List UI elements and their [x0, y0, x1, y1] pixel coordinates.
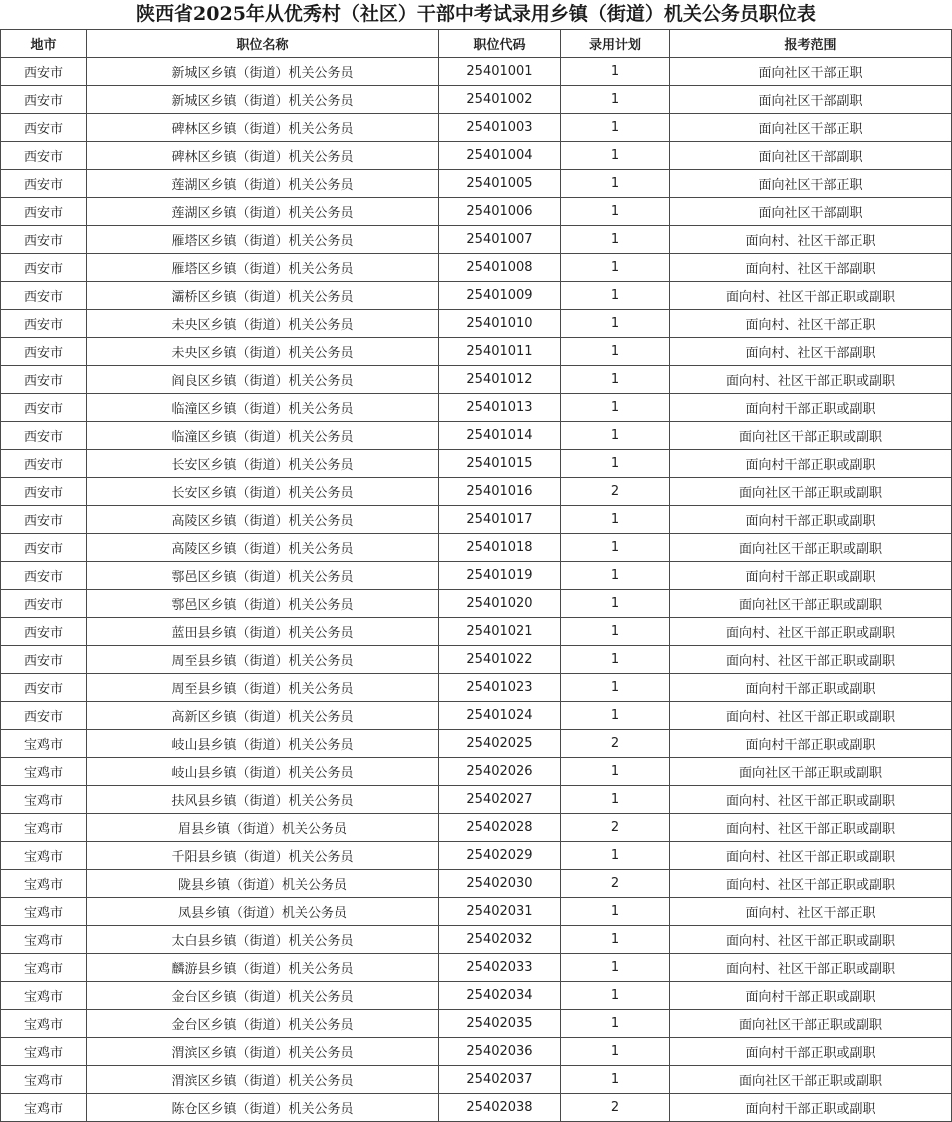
cell-application-scope: 面向村、社区干部正职或副职 [670, 786, 952, 814]
cell-hiring-plan: 1 [561, 114, 670, 142]
table-row [1, 674, 952, 702]
table-row [1, 926, 952, 954]
cell-hiring-plan: 1 [561, 506, 670, 534]
cell-position-name: 莲湖区乡镇（街道）机关公务员 [87, 198, 439, 226]
cell-hiring-plan: 2 [561, 814, 670, 842]
cell-hiring-plan: 1 [561, 562, 670, 590]
table-row [1, 842, 952, 870]
cell-position-name: 渭滨区乡镇（街道）机关公务员 [87, 1038, 439, 1066]
table-row [1, 114, 952, 142]
cell-position-code: 25402034 [439, 982, 561, 1010]
table-body [1, 58, 952, 1122]
cell-city: 西安市 [1, 562, 87, 590]
cell-city: 宝鸡市 [1, 1038, 87, 1066]
table-row [1, 58, 952, 86]
cell-position-name: 渭滨区乡镇（街道）机关公务员 [87, 1066, 439, 1094]
cell-city: 西安市 [1, 338, 87, 366]
cell-city: 西安市 [1, 590, 87, 618]
cell-city: 西安市 [1, 254, 87, 282]
table-row [1, 254, 952, 282]
cell-hiring-plan: 1 [561, 366, 670, 394]
cell-city: 西安市 [1, 422, 87, 450]
cell-position-name: 鄠邑区乡镇（街道）机关公务员 [87, 590, 439, 618]
cell-application-scope: 面向村、社区干部副职 [670, 338, 952, 366]
cell-position-code: 25401018 [439, 534, 561, 562]
cell-position-name: 太白县乡镇（街道）机关公务员 [87, 926, 439, 954]
cell-city: 西安市 [1, 478, 87, 506]
cell-city: 西安市 [1, 394, 87, 422]
cell-position-name: 凤县乡镇（街道）机关公务员 [87, 898, 439, 926]
cell-hiring-plan: 2 [561, 730, 670, 758]
cell-position-code: 25401002 [439, 86, 561, 114]
cell-city: 西安市 [1, 114, 87, 142]
cell-position-code: 25401004 [439, 142, 561, 170]
cell-position-code: 25401003 [439, 114, 561, 142]
cell-city: 宝鸡市 [1, 842, 87, 870]
cell-position-code: 25401009 [439, 282, 561, 310]
cell-application-scope: 面向社区干部正职 [670, 170, 952, 198]
table-row [1, 534, 952, 562]
cell-hiring-plan: 1 [561, 142, 670, 170]
cell-application-scope: 面向社区干部正职或副职 [670, 1066, 952, 1094]
table-row [1, 170, 952, 198]
cell-hiring-plan: 1 [561, 702, 670, 730]
cell-hiring-plan: 1 [561, 758, 670, 786]
cell-position-name: 阎良区乡镇（街道）机关公务员 [87, 366, 439, 394]
cell-position-name: 周至县乡镇（街道）机关公务员 [87, 646, 439, 674]
cell-city: 西安市 [1, 674, 87, 702]
table-row [1, 506, 952, 534]
table-row [1, 758, 952, 786]
cell-city: 西安市 [1, 282, 87, 310]
cell-position-code: 25402027 [439, 786, 561, 814]
cell-hiring-plan: 1 [561, 982, 670, 1010]
cell-position-code: 25402033 [439, 954, 561, 982]
cell-city: 宝鸡市 [1, 954, 87, 982]
table-row [1, 1066, 952, 1094]
cell-city: 西安市 [1, 450, 87, 478]
cell-position-code: 25401014 [439, 422, 561, 450]
cell-city: 宝鸡市 [1, 758, 87, 786]
cell-position-name: 碑林区乡镇（街道）机关公务员 [87, 142, 439, 170]
cell-position-code: 25401019 [439, 562, 561, 590]
table-row [1, 730, 952, 758]
cell-position-name: 陇县乡镇（街道）机关公务员 [87, 870, 439, 898]
cell-position-name: 雁塔区乡镇（街道）机关公务员 [87, 254, 439, 282]
cell-position-name: 长安区乡镇（街道）机关公务员 [87, 450, 439, 478]
cell-position-name: 高陵区乡镇（街道）机关公务员 [87, 506, 439, 534]
cell-position-code: 25401015 [439, 450, 561, 478]
cell-position-name: 眉县乡镇（街道）机关公务员 [87, 814, 439, 842]
table-row [1, 142, 952, 170]
cell-position-code: 25401016 [439, 478, 561, 506]
table-row [1, 814, 952, 842]
cell-position-name: 陈仓区乡镇（街道）机关公务员 [87, 1094, 439, 1122]
cell-position-code: 25401006 [439, 198, 561, 226]
cell-position-code: 25401005 [439, 170, 561, 198]
cell-hiring-plan: 1 [561, 422, 670, 450]
cell-position-name: 麟游县乡镇（街道）机关公务员 [87, 954, 439, 982]
cell-hiring-plan: 1 [561, 226, 670, 254]
cell-hiring-plan: 1 [561, 254, 670, 282]
cell-position-code: 25402028 [439, 814, 561, 842]
cell-city: 宝鸡市 [1, 870, 87, 898]
cell-position-code: 25401010 [439, 310, 561, 338]
cell-position-code: 25402036 [439, 1038, 561, 1066]
cell-city: 宝鸡市 [1, 730, 87, 758]
cell-position-code: 25401024 [439, 702, 561, 730]
cell-position-name: 未央区乡镇（街道）机关公务员 [87, 310, 439, 338]
cell-application-scope: 面向村干部正职或副职 [670, 730, 952, 758]
cell-city: 宝鸡市 [1, 1066, 87, 1094]
cell-hiring-plan: 1 [561, 786, 670, 814]
table-row [1, 310, 952, 338]
cell-application-scope: 面向村、社区干部正职或副职 [670, 618, 952, 646]
cell-position-name: 金台区乡镇（街道）机关公务员 [87, 982, 439, 1010]
cell-city: 西安市 [1, 198, 87, 226]
table-row [1, 394, 952, 422]
cell-position-name: 长安区乡镇（街道）机关公务员 [87, 478, 439, 506]
table-row [1, 618, 952, 646]
cell-city: 宝鸡市 [1, 926, 87, 954]
header-application-scope: 报考范围 [670, 30, 952, 58]
header-position-code: 职位代码 [439, 30, 561, 58]
cell-city: 宝鸡市 [1, 786, 87, 814]
table-header-row [1, 30, 952, 58]
page-title: 陕西省2025年从优秀村（社区）干部中考试录用乡镇（街道）机关公务员职位表 [136, 3, 816, 25]
cell-position-name: 高新区乡镇（街道）机关公务员 [87, 702, 439, 730]
table-row [1, 86, 952, 114]
cell-application-scope: 面向村、社区干部正职 [670, 226, 952, 254]
cell-position-code: 25402031 [439, 898, 561, 926]
table-row [1, 282, 952, 310]
cell-city: 宝鸡市 [1, 814, 87, 842]
cell-application-scope: 面向村、社区干部正职或副职 [670, 814, 952, 842]
cell-hiring-plan: 1 [561, 674, 670, 702]
cell-hiring-plan: 1 [561, 170, 670, 198]
cell-hiring-plan: 1 [561, 310, 670, 338]
table-row [1, 982, 952, 1010]
cell-hiring-plan: 1 [561, 1066, 670, 1094]
cell-application-scope: 面向村干部正职或副职 [670, 674, 952, 702]
cell-hiring-plan: 1 [561, 1038, 670, 1066]
header-hiring-plan: 录用计划 [561, 30, 670, 58]
table-row [1, 1010, 952, 1038]
cell-application-scope: 面向村、社区干部正职或副职 [670, 842, 952, 870]
cell-position-name: 鄠邑区乡镇（街道）机关公务员 [87, 562, 439, 590]
cell-city: 西安市 [1, 310, 87, 338]
cell-city: 西安市 [1, 86, 87, 114]
cell-application-scope: 面向村、社区干部正职或副职 [670, 870, 952, 898]
cell-position-name: 岐山县乡镇（街道）机关公务员 [87, 730, 439, 758]
cell-city: 西安市 [1, 506, 87, 534]
cell-city: 宝鸡市 [1, 898, 87, 926]
table-row [1, 870, 952, 898]
cell-application-scope: 面向村、社区干部正职或副职 [670, 954, 952, 982]
cell-position-code: 25401001 [439, 58, 561, 86]
cell-position-code: 25401021 [439, 618, 561, 646]
cell-hiring-plan: 1 [561, 926, 670, 954]
cell-hiring-plan: 1 [561, 646, 670, 674]
cell-position-name: 周至县乡镇（街道）机关公务员 [87, 674, 439, 702]
cell-application-scope: 面向村、社区干部副职 [670, 254, 952, 282]
cell-application-scope: 面向村干部正职或副职 [670, 394, 952, 422]
cell-position-code: 25402038 [439, 1094, 561, 1122]
cell-hiring-plan: 1 [561, 898, 670, 926]
cell-position-code: 25402037 [439, 1066, 561, 1094]
cell-application-scope: 面向村、社区干部正职或副职 [670, 926, 952, 954]
cell-position-name: 莲湖区乡镇（街道）机关公务员 [87, 170, 439, 198]
cell-position-name: 未央区乡镇（街道）机关公务员 [87, 338, 439, 366]
cell-position-code: 25402025 [439, 730, 561, 758]
cell-application-scope: 面向村、社区干部正职或副职 [670, 366, 952, 394]
table-row [1, 1094, 952, 1122]
cell-application-scope: 面向社区干部正职或副职 [670, 590, 952, 618]
cell-hiring-plan: 1 [561, 394, 670, 422]
cell-city: 宝鸡市 [1, 1010, 87, 1038]
table-row [1, 562, 952, 590]
cell-position-code: 25402026 [439, 758, 561, 786]
cell-application-scope: 面向社区干部正职或副职 [670, 422, 952, 450]
table-row [1, 1038, 952, 1066]
cell-position-name: 金台区乡镇（街道）机关公务员 [87, 1010, 439, 1038]
cell-position-code: 25402035 [439, 1010, 561, 1038]
cell-hiring-plan: 1 [561, 450, 670, 478]
cell-hiring-plan: 1 [561, 842, 670, 870]
table-row [1, 786, 952, 814]
cell-position-code: 25402030 [439, 870, 561, 898]
cell-application-scope: 面向村、社区干部正职 [670, 310, 952, 338]
table-row [1, 366, 952, 394]
cell-hiring-plan: 2 [561, 1094, 670, 1122]
cell-city: 西安市 [1, 646, 87, 674]
cell-position-name: 灞桥区乡镇（街道）机关公务员 [87, 282, 439, 310]
cell-position-name: 临潼区乡镇（街道）机关公务员 [87, 422, 439, 450]
cell-hiring-plan: 1 [561, 954, 670, 982]
cell-position-code: 25401011 [439, 338, 561, 366]
cell-application-scope: 面向村干部正职或副职 [670, 1038, 952, 1066]
header-city: 地市 [1, 30, 87, 58]
cell-application-scope: 面向社区干部正职或副职 [670, 758, 952, 786]
cell-hiring-plan: 1 [561, 282, 670, 310]
cell-position-code: 25401023 [439, 674, 561, 702]
table-row [1, 898, 952, 926]
cell-application-scope: 面向村干部正职或副职 [670, 562, 952, 590]
cell-city: 西安市 [1, 618, 87, 646]
cell-position-code: 25401020 [439, 590, 561, 618]
cell-application-scope: 面向村干部正职或副职 [670, 450, 952, 478]
cell-city: 宝鸡市 [1, 982, 87, 1010]
cell-application-scope: 面向村、社区干部正职或副职 [670, 702, 952, 730]
cell-hiring-plan: 1 [561, 618, 670, 646]
cell-position-code: 25401022 [439, 646, 561, 674]
cell-position-name: 扶风县乡镇（街道）机关公务员 [87, 786, 439, 814]
table-row [1, 198, 952, 226]
cell-position-name: 临潼区乡镇（街道）机关公务员 [87, 394, 439, 422]
cell-position-code: 25402029 [439, 842, 561, 870]
cell-position-name: 新城区乡镇（街道）机关公务员 [87, 86, 439, 114]
table-row [1, 478, 952, 506]
cell-application-scope: 面向社区干部副职 [670, 142, 952, 170]
cell-application-scope: 面向社区干部副职 [670, 86, 952, 114]
cell-city: 西安市 [1, 366, 87, 394]
cell-position-code: 25401013 [439, 394, 561, 422]
table-row [1, 954, 952, 982]
cell-city: 西安市 [1, 226, 87, 254]
cell-application-scope: 面向村干部正职或副职 [670, 982, 952, 1010]
table-row [1, 338, 952, 366]
table-row [1, 422, 952, 450]
cell-hiring-plan: 1 [561, 1010, 670, 1038]
cell-city: 宝鸡市 [1, 1094, 87, 1122]
cell-position-code: 25402032 [439, 926, 561, 954]
cell-hiring-plan: 1 [561, 338, 670, 366]
cell-position-name: 千阳县乡镇（街道）机关公务员 [87, 842, 439, 870]
cell-position-name: 碑林区乡镇（街道）机关公务员 [87, 114, 439, 142]
cell-application-scope: 面向社区干部正职或副职 [670, 478, 952, 506]
cell-application-scope: 面向社区干部副职 [670, 198, 952, 226]
cell-hiring-plan: 2 [561, 870, 670, 898]
cell-position-code: 25401008 [439, 254, 561, 282]
table-row [1, 226, 952, 254]
cell-position-code: 25401012 [439, 366, 561, 394]
cell-application-scope: 面向村、社区干部正职或副职 [670, 282, 952, 310]
cell-position-name: 高陵区乡镇（街道）机关公务员 [87, 534, 439, 562]
cell-city: 西安市 [1, 142, 87, 170]
header-position-name: 职位名称 [87, 30, 439, 58]
cell-position-code: 25401007 [439, 226, 561, 254]
positions-table [0, 29, 952, 1122]
table-row [1, 590, 952, 618]
cell-hiring-plan: 1 [561, 590, 670, 618]
cell-application-scope: 面向村、社区干部正职 [670, 898, 952, 926]
cell-position-code: 25401017 [439, 506, 561, 534]
cell-hiring-plan: 1 [561, 58, 670, 86]
cell-hiring-plan: 1 [561, 198, 670, 226]
cell-city: 西安市 [1, 170, 87, 198]
cell-application-scope: 面向村干部正职或副职 [670, 506, 952, 534]
cell-application-scope: 面向社区干部正职或副职 [670, 1010, 952, 1038]
cell-city: 西安市 [1, 702, 87, 730]
cell-hiring-plan: 1 [561, 86, 670, 114]
cell-application-scope: 面向村、社区干部正职或副职 [670, 646, 952, 674]
cell-position-name: 新城区乡镇（街道）机关公务员 [87, 58, 439, 86]
table-row [1, 450, 952, 478]
cell-position-name: 蓝田县乡镇（街道）机关公务员 [87, 618, 439, 646]
cell-city: 西安市 [1, 534, 87, 562]
cell-application-scope: 面向社区干部正职或副职 [670, 534, 952, 562]
table-row [1, 646, 952, 674]
cell-position-name: 雁塔区乡镇（街道）机关公务员 [87, 226, 439, 254]
cell-hiring-plan: 1 [561, 534, 670, 562]
cell-city: 西安市 [1, 58, 87, 86]
table-row [1, 702, 952, 730]
cell-application-scope: 面向社区干部正职 [670, 114, 952, 142]
cell-hiring-plan: 2 [561, 478, 670, 506]
cell-application-scope: 面向村干部正职或副职 [670, 1094, 952, 1122]
cell-application-scope: 面向社区干部正职 [670, 58, 952, 86]
cell-position-name: 岐山县乡镇（街道）机关公务员 [87, 758, 439, 786]
